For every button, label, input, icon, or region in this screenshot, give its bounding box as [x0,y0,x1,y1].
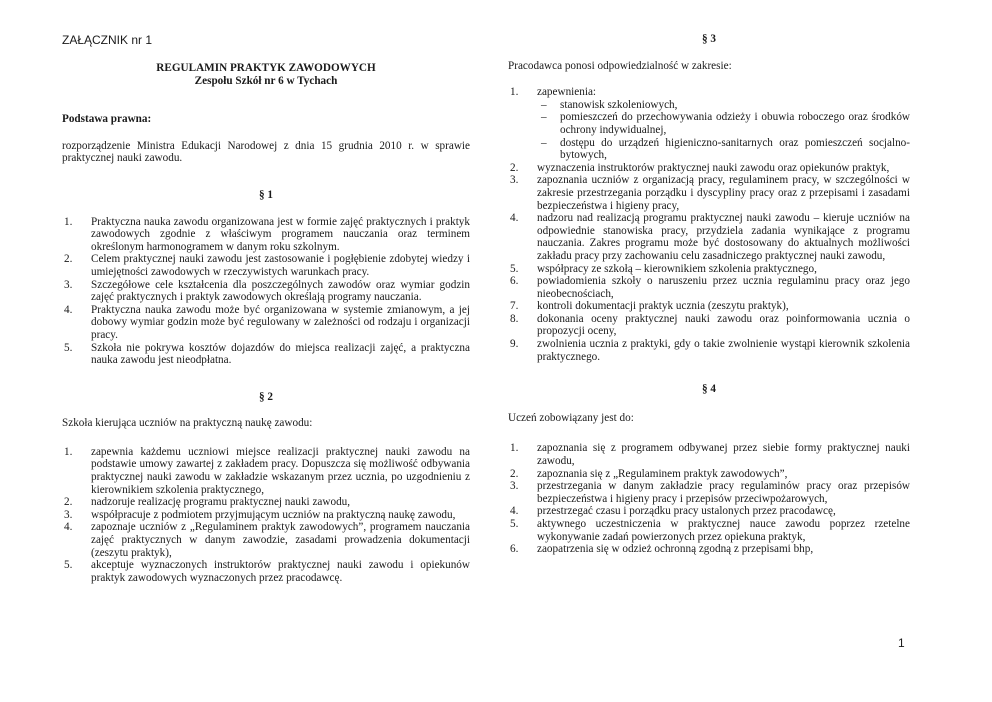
legal-basis-heading: Podstawa prawna: [62,113,152,126]
list-item [508,313,910,338]
item-number: 1. [64,445,73,458]
item-text: zapoznania się z programem odbywanej przez siebie formy praktycznej nauki zawodu, [537,442,910,468]
item-text: akceptuje wyznaczonych instruktorów praktycznej nauki zawodu i opiekunów praktyk zawodowych wyznaczonych przez pracodawcę. [91,559,470,584]
list-item [62,496,470,509]
dash-marker: – [541,136,547,149]
left-column [62,0,470,584]
item-text: współpracy ze szkołą – kierownikiem szkolenia praktycznego, [537,262,817,275]
item-text: dokonania oceny praktycznej nauki zawodu oraz poinformowania ucznia o propozycji oceny, [537,312,910,338]
item-text: zapoznaje uczniów z „Regulaminem praktyk zawodowych”, programem nauczania zajęć praktycznych w danym zawodzie, zasadami prowadzenia dokumentacji (zeszytu praktyk), [91,521,470,559]
item-text: zaopatrzenia się w odzież ochronną zgodną z przepisami bhp, [537,543,814,556]
item-number: 3. [510,480,519,493]
section-3-list [508,86,910,363]
item-text: współpracuje z podmiotem przyjmującym uczniów na praktyczną naukę zawodu, [91,508,456,521]
item-number: 4. [510,212,519,225]
item-text: nadzoruje realizację programu praktycznej nauki zawodu, [91,496,351,509]
item-text: zapoznania się z „Regulaminem praktyk zawodowych”, [537,467,788,480]
list-item [508,174,910,212]
list-item [508,505,910,518]
section-3-intro: Pracodawca ponosi odpowiedzialność w zakresie: [508,59,732,72]
item-number: 7. [510,300,519,313]
item-number: 4. [64,303,73,316]
dash-marker: – [541,98,547,111]
list-item [62,216,470,254]
item-number: 5. [64,559,73,572]
section-4-intro: Uczeń zobowiązany jest do: [508,411,634,424]
sub-list [537,99,910,162]
item-text: Szczegółowe cele kształcenia dla poszczególnych zawodów oraz wymiar godzin zajęć praktycznych i praktyk zawodowych określają programy nauczania. [91,278,470,304]
right-column [508,0,910,556]
list-item [62,559,470,584]
item-text: Praktyczna nauka zawodu organizowana jest w formie zajęć praktycznych i praktyk zawodowych zgodnie z właściwym programem nauczania oraz terminem określonym harmonogramem w danym roku szkolnym. [91,215,470,253]
item-text: Praktyczna nauka zawodu może być organizowana w systemie zmianowym, a jej dobowy wymiar godzin może być regulowany w zależności od rodzaju i organizacji pracy. [91,303,470,341]
item-number: 3. [64,508,73,521]
section-1-list [62,216,470,367]
title-line-2: Zespołu Szkół nr 6 w Tychach [194,74,338,87]
item-number: 2. [64,496,73,509]
item-number: 1. [64,215,73,228]
section-2-heading: § 2 [259,390,273,403]
list-item [508,212,910,262]
item-number: 6. [510,275,519,288]
item-text: zapoznania uczniów z organizacją pracy, regulaminem pracy, w szczególności w zakresie przestrzegania porządku i dyscypliny pracy oraz z przepisami i zasadami bezpieczeństwa i higieny pracy, [537,174,910,212]
list-item [508,300,910,313]
list-item [508,275,910,300]
item-number: 6. [510,543,519,556]
section-1-heading: § 1 [259,188,273,201]
item-number: 8. [510,312,519,325]
section-2-intro: Szkoła kierująca uczniów na praktyczną naukę zawodu: [62,417,313,430]
item-number: 9. [510,338,519,351]
item-text: nadzoru nad realizacją programu praktycznej nauki zawodu – kieruje uczniów na odpowiednie stanowiska pracy, przydziela zadania wynikające z programu nauczania. Zakres programu może być dostosowany do aktualnych możliwości zakładu pracy przy zachowaniu celu zasadniczego praktycznej nauki zawodu, [537,212,910,262]
sub-list-item [537,111,910,136]
item-text: zwolnienia ucznia z praktyki, gdy o takie zwolnienie wystąpi kierownik szkolenia praktycznego. [537,338,910,363]
attachment-label: ZAŁĄCZNIK nr 1 [62,33,153,47]
sub-item-text: pomieszczeń do przechowywania odzieży i obuwia roboczego oraz środków ochrony indywidualnej, [560,111,910,136]
item-number: 5. [64,341,73,354]
list-item [62,446,470,496]
item-number: 1. [510,442,519,455]
item-text: aktywnego uczestniczenia w praktycznej nauce zawodu poprzez rzetelne wykonywanie zadań powierzonych przez opiekuna praktyk, [537,518,910,543]
sub-list-item [537,137,910,162]
item-number: 4. [64,521,73,534]
item-text: wyznaczenia instruktorów praktycznej nauki zawodu oraz opiekunów praktyk, [537,161,890,174]
dash-marker: – [541,111,547,124]
item-text: powiadomienia szkoły o naruszeniu przez ucznia regulaminu pracy oraz jego nieobecnościach, [537,275,910,300]
list-item [62,509,470,522]
item-number: 2. [510,467,519,480]
item-number: 5. [510,262,519,275]
list-item [508,518,910,543]
list-item [62,279,470,304]
list-item [62,342,470,367]
item-number: 3. [510,174,519,187]
section-3-heading: § 3 [702,33,716,45]
item-number: 3. [64,278,73,291]
list-item [508,543,910,556]
list-item [508,480,910,505]
title-line-1: REGULAMIN PRAKTYK ZAWODOWYCH [156,62,376,74]
sub-item-text: stanowisk szkoleniowych, [560,98,678,111]
sub-item-text: dostępu do urządzeń higieniczno-sanitarnych oraz pomieszczeń socjalno-bytowych, [560,136,910,162]
list-item [508,86,910,162]
section-4-heading: § 4 [702,383,716,396]
item-text: zapewnienia: [537,86,597,99]
item-text: Celem praktycznej nauki zawodu jest zastosowanie i pogłębienie zdobytej wiedzy i umiejętności zawodowych w rzeczywistych warunkach pracy. [91,253,470,278]
list-item [508,468,910,481]
list-item [508,338,910,363]
list-item [508,162,910,175]
item-text: przestrzegania w danym zakładzie pracy regulaminów pracy oraz przepisów bezpieczeństwa i higieny pracy i przepisów przeciwpożarowych, [537,480,910,505]
item-text: kontroli dokumentacji praktyk ucznia (zeszytu praktyk), [537,300,789,313]
sub-list-item [537,99,910,112]
list-item [508,263,910,276]
item-number: 1. [510,86,519,99]
item-number: 4. [510,505,519,518]
item-text: Szkoła nie pokrywa kosztów dojazdów do miejsca realizacji zajęć, a praktyczna nauka zawodu jest nieodpłatna. [91,341,470,367]
section-4-list [508,442,910,555]
item-number: 5. [510,518,519,530]
item-number: 2. [510,161,519,174]
section-2-list [62,446,470,585]
list-item [62,521,470,559]
document-title [62,62,470,87]
page-number: 1 [898,636,905,650]
legal-basis-text: rozporządzenie Ministra Edukacji Narodowej z dnia 15 grudnia 2010 r. w sprawie praktycznej nauki zawodu. [62,139,470,165]
item-text: zapewnia każdemu uczniowi miejsce realizacji praktycznej nauki zawodu na podstawie umowy zawartej z zakładem pracy. Dopuszcza się możliwość odbywania praktycznej nauki zawodu w zakładzie wskazanym przez ucznia, po uzgodnieniu z kierownikiem szkolenia praktycznego, [91,445,470,496]
list-item [508,442,910,467]
item-text: przestrzegać czasu i porządku pracy ustalonych przez pracodawcę, [537,505,836,518]
item-number: 2. [64,253,73,266]
list-item [62,304,470,342]
list-item [62,253,470,278]
